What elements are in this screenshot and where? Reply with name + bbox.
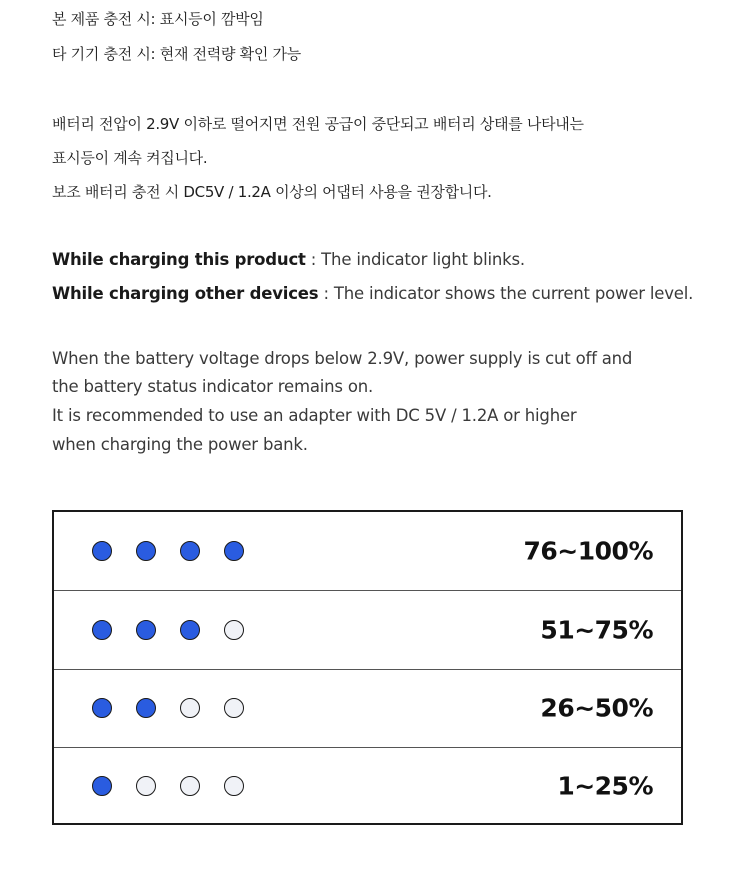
indicator-dot-unlit-icon [136, 776, 156, 796]
indicator-dot-lit-icon [224, 541, 244, 561]
korean-line-4: 표시등이 계속 켜집니다. [52, 149, 208, 167]
english-charging-other [52, 284, 693, 303]
english-para-line-1: When the battery voltage drops below 2.9V, power supply is cut off and [52, 349, 633, 368]
indicator-dot-unlit-icon [180, 698, 200, 718]
level-percentage: 26~50% [540, 693, 653, 723]
battery-level-table [52, 510, 683, 825]
charging-other-text: : The indicator shows the current power level. [318, 284, 694, 303]
indicator-dot-lit-icon [92, 776, 112, 796]
indicator-dot-unlit-icon [224, 776, 244, 796]
indicator-dot-lit-icon [180, 620, 200, 640]
level-row [54, 747, 681, 825]
charging-this-label: While charging this product [52, 250, 306, 269]
level-row [54, 590, 681, 668]
level-row [54, 669, 681, 747]
indicator-dot-lit-icon [136, 698, 156, 718]
english-para-line-4: when charging the power bank. [52, 435, 308, 454]
korean-line-2: 타 기기 충전 시: 현재 전력량 확인 가능 [52, 45, 301, 63]
level-row [54, 512, 681, 590]
english-charging-this [52, 250, 525, 269]
indicator-dot-unlit-icon [180, 776, 200, 796]
indicator-dot-lit-icon [180, 541, 200, 561]
english-para-line-2: the battery status indicator remains on. [52, 377, 374, 396]
charging-this-text: : The indicator light blinks. [305, 250, 525, 269]
english-para-line-3: It is recommended to use an adapter with DC 5V / 1.2A or higher [52, 406, 577, 425]
level-percentage: 1~25% [557, 771, 653, 801]
charging-other-label: While charging other devices [52, 284, 319, 303]
level-percentage: 51~75% [540, 615, 653, 645]
korean-line-3: 배터리 전압이 2.9V 이하로 떨어지면 전원 공급이 중단되고 배터리 상태를 나타내는 [52, 115, 584, 133]
indicator-dot-lit-icon [136, 620, 156, 640]
indicator-dot-unlit-icon [224, 620, 244, 640]
indicator-dot-lit-icon [92, 620, 112, 640]
indicator-dot-unlit-icon [224, 698, 244, 718]
indicator-dot-lit-icon [136, 541, 156, 561]
level-percentage: 76~100% [523, 536, 653, 566]
indicator-dot-lit-icon [92, 541, 112, 561]
korean-line-5: 보조 배터리 충전 시 DC5V / 1.2A 이상의 어댑터 사용을 권장합니다. [52, 183, 492, 201]
korean-line-1: 본 제품 충전 시: 표시등이 깜박임 [52, 10, 264, 28]
indicator-dot-lit-icon [92, 698, 112, 718]
